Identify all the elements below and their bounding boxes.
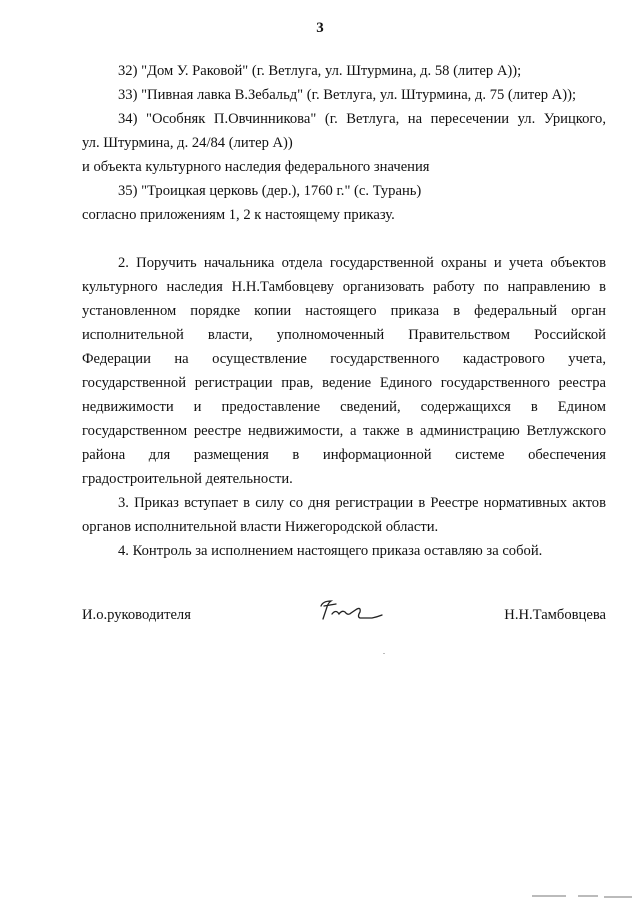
clause-2-line: 2. Поручить начальника отдела государственной охраны и учета объектов [118, 255, 606, 271]
clause-2-line: градостроительной деятельности. [82, 471, 293, 487]
list-item-33: 33) "Пивная лавка В.Зебальд" (г. Ветлуга, ул. Штурмина, д. 75 (литер А)); [118, 87, 576, 103]
list-item-34-line1: 34) "Особняк П.Овчинникова" (г. Ветлуга, на пересечении ул. Урицкого, [118, 111, 606, 127]
signature-block [82, 603, 606, 633]
clause-2-line: исполнительной власти, уполномоченный Правительством Российской [82, 327, 606, 343]
handwritten-signature [314, 597, 394, 635]
clause-2-line: района для размещения в информационной системе обеспечения [82, 447, 606, 463]
clause-2-line: Федерации на осуществление государственного кадастрового учета, [82, 351, 606, 367]
federal-heritage-heading: и объекта культурного наследия федерального значения [82, 159, 430, 175]
list-item-34-line2: ул. Штурмина, д. 24/84 (литер А)) [82, 135, 293, 151]
appendix-reference: согласно приложениям 1, 2 к настоящему приказу. [82, 207, 395, 223]
clause-2-line: государственном реестре недвижимости, а также в администрацию Ветлужского [82, 423, 606, 439]
page-number: 3 [316, 20, 324, 36]
clause-2-line: установленном порядке копии настоящего приказа в федеральный орган [82, 303, 606, 319]
document-body [82, 59, 606, 563]
list-item-35: 35) "Троицкая церковь (дер.), 1760 г." (с. Турань) [118, 183, 422, 199]
scan-footer-marks [532, 889, 632, 907]
signatory-position: И.о.руководителя [82, 607, 191, 623]
clause-3-line: органов исполнительной власти Нижегородской области. [82, 519, 439, 535]
clause-2-line: государственной регистрации прав, ведение Единого государственного реестра [82, 375, 606, 391]
clause-2 [82, 251, 606, 491]
paragraph-gap [82, 227, 606, 251]
clause-3-line: 3. Приказ вступает в силу со дня регистрации в Реестре нормативных актов [118, 495, 606, 511]
signatory-name: Н.Н.Тамбовцева [504, 607, 606, 623]
clause-2-line: культурного наследия Н.Н.Тамбовцеву организовать работу по направлению в [82, 279, 606, 295]
clause-4: 4. Контроль за исполнением настоящего приказа оставляю за собой. [118, 543, 543, 559]
clause-2-line: недвижимости и предоставление сведений, содержащихся в Едином [82, 399, 606, 415]
scan-artifact [383, 653, 385, 654]
clause-3 [82, 491, 606, 539]
list-item-32: 32) "Дом У. Раковой" (г. Ветлуга, ул. Штурмина, д. 58 (литер А)); [118, 63, 522, 79]
